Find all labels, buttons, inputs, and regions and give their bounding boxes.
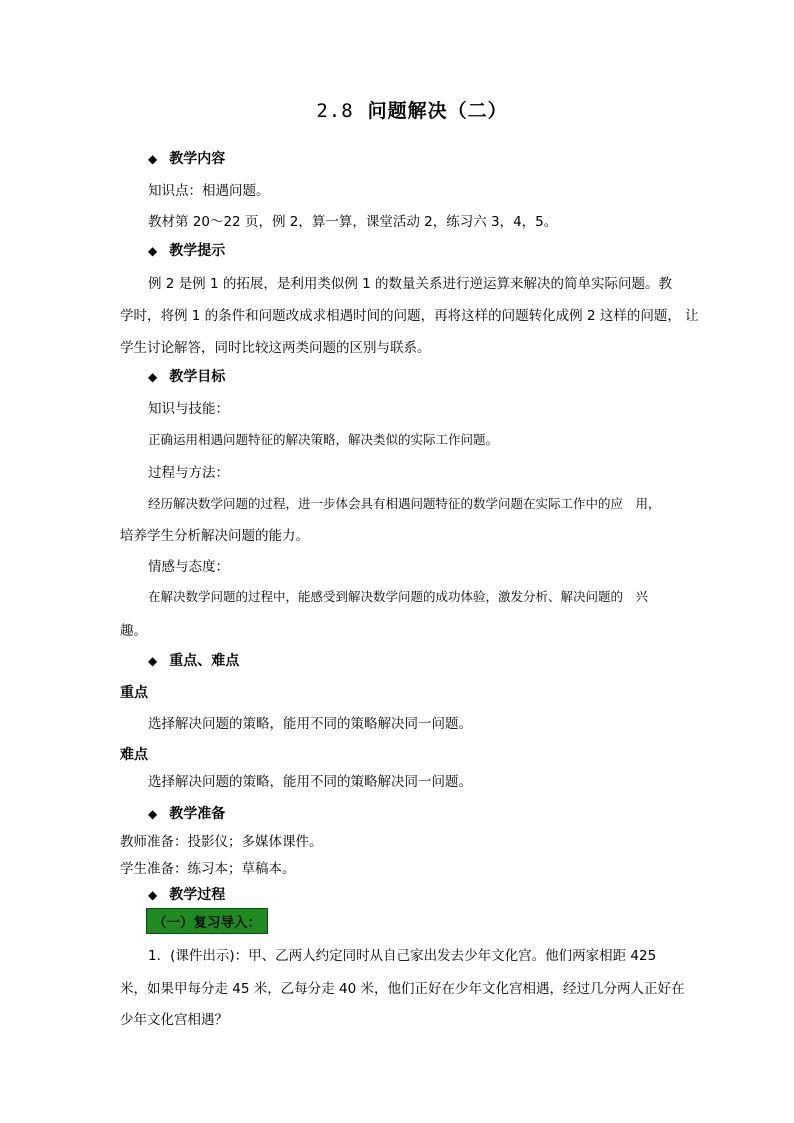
student-prep: 学生准备：练习本；草稿本。 (120, 861, 296, 877)
question-1-line-2: 米，如果甲每分走 45 米，乙每分走 40 米，他们正好在少年文化宫相遇，经过几分两人正好在 (120, 981, 685, 997)
focus-label: 重点 (120, 685, 148, 701)
teacher-prep: 教师准备：投影仪；多媒体课件。 (120, 834, 323, 850)
attitude-label: 情感与态度： (148, 559, 229, 575)
diamond-icon: ◆ (148, 244, 158, 258)
section-heading-key (148, 650, 239, 670)
section-label: 教学准备 (169, 806, 226, 822)
section-label: 教学内容 (169, 151, 226, 167)
diamond-icon: ◆ (148, 888, 158, 902)
section-heading-goals (148, 366, 225, 386)
attitude-line-2: 趣。 (120, 623, 147, 639)
attitude-line-1: 在解决数学问题的过程中，能感受到解决数学问题的成功体验，激发分析、解决问题的 兴 (148, 589, 649, 604)
section-heading-content (148, 148, 225, 168)
diamond-icon: ◆ (148, 152, 158, 166)
title-number: 2.8 (316, 100, 354, 122)
section-heading-prep (148, 803, 225, 823)
focus-text: 选择解决问题的策略，能用不同的策略解决同一问题。 (148, 716, 472, 732)
diamond-icon: ◆ (148, 370, 158, 384)
section-heading-process (148, 884, 225, 904)
diamond-icon: ◆ (148, 654, 158, 668)
skills-text: 正确运用相遇问题特征的解决策略，解决类似的实际工作问题。 (148, 432, 499, 447)
section-label: 教学提示 (169, 243, 226, 259)
method-line-2: 培养学生分析解决问题的能力。 (120, 528, 309, 544)
tips-line-1: 例 2 是例 1 的拓展，是利用类似例 1 的数量关系进行逆运算来解决的简单实际问题。教 (148, 276, 673, 292)
process-part-heading: （一）复习导入： (146, 908, 268, 934)
page-title (0, 96, 794, 123)
tips-line-3: 学生讨论解答，同时比较这两类问题的区别与联系。 (120, 340, 431, 356)
question-1-line-1: 1．(课件出示)：甲、乙两人约定同时从自己家出发去少年文化宫。他们两家相距 425 (148, 948, 657, 964)
section-label: 重点、难点 (169, 653, 240, 669)
difficulty-text: 选择解决问题的策略，能用不同的策略解决同一问题。 (148, 774, 472, 790)
textbook-pages: 教材第 20～22 页，例 2，算一算，课堂活动 2，练习六 3，4，5。 (148, 214, 558, 230)
section-label: 教学目标 (169, 369, 226, 385)
tips-line-2: 学时，将例 1 的条件和问题改成求相遇时间的问题，再将这样的问题转化成例 2 这样的问题， 让 (120, 308, 699, 324)
title-text: 问题解决（二） (367, 100, 508, 122)
diamond-icon: ◆ (148, 807, 158, 821)
question-1-line-3: 少年文化宫相遇？ (120, 1012, 228, 1028)
section-heading-tips (148, 240, 225, 260)
knowledge-point: 知识点：相遇问题。 (148, 183, 270, 199)
method-label: 过程与方法： (148, 465, 229, 481)
skills-label: 知识与技能： (148, 401, 229, 417)
method-line-1: 经历解决数学问题的过程，进一步体会具有相遇问题特征的数学问题在实际工作中的应 用， (148, 496, 661, 511)
section-label: 教学过程 (169, 887, 226, 903)
difficulty-label: 难点 (120, 747, 148, 763)
